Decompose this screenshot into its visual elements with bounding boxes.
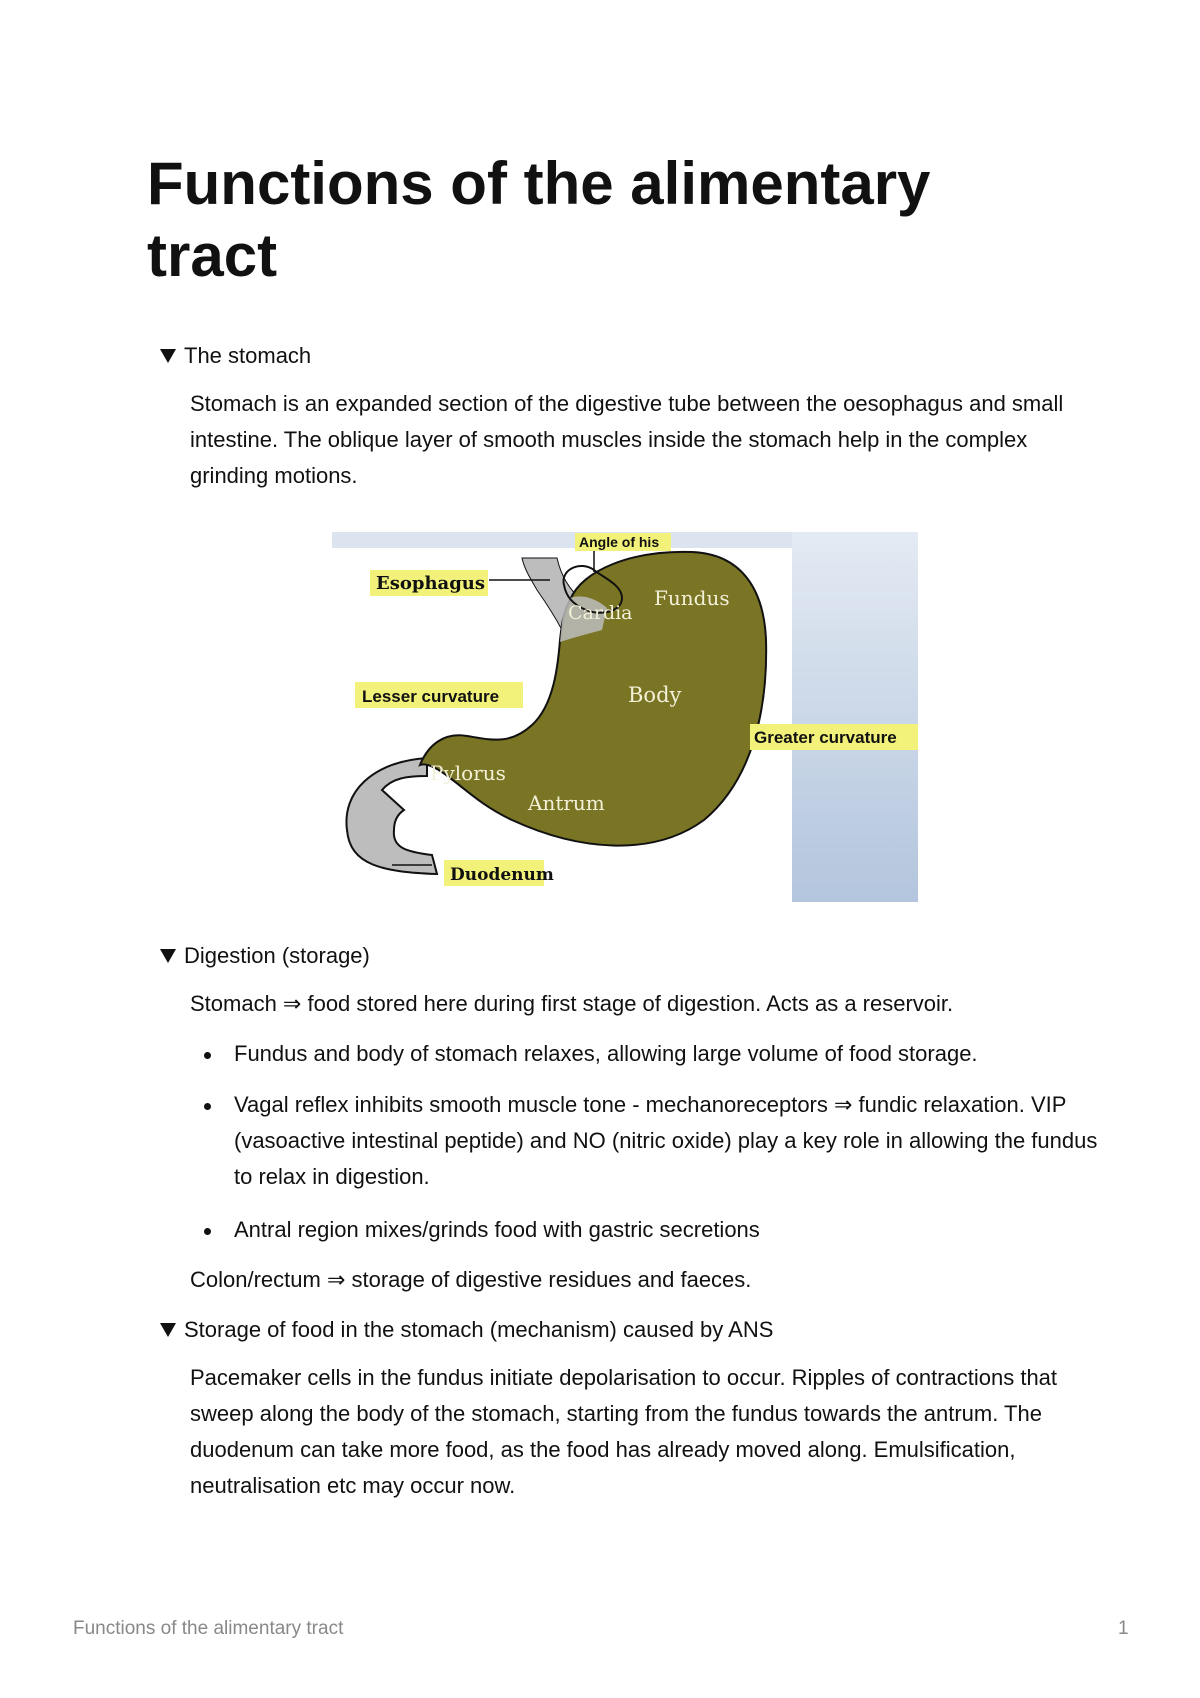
label-cardia: Cardia: [568, 602, 633, 624]
page-number: 1: [1118, 1618, 1129, 1639]
toggle-digestion-storage[interactable]: [160, 942, 370, 970]
toggle-triangle-icon[interactable]: [160, 949, 176, 963]
digestion-intro: Stomach ⇒ food stored here during first stage of digestion. Acts as a reservoir.: [190, 991, 954, 1016]
list-item-text: Antral region mixes/grinds food with gastric secretions: [234, 1217, 760, 1242]
label-body: Body: [628, 683, 682, 707]
toggle-triangle-icon[interactable]: [160, 1323, 176, 1337]
footer-title: Functions of the alimentary tract: [73, 1618, 344, 1639]
toggle-storage-mechanism[interactable]: [160, 1316, 773, 1344]
background-band: [332, 532, 792, 548]
label-esophagus: Esophagus: [376, 573, 486, 594]
label-angle-of-his: Angle of his: [579, 534, 660, 550]
toggle-heading: The stomach: [184, 343, 312, 368]
label-duodenum: Duodenum: [450, 865, 554, 885]
label-antrum: Antrum: [528, 791, 605, 815]
bullet-icon: [204, 1228, 211, 1235]
label-pylorus: Pylorus: [430, 761, 506, 785]
list-item-text: Fundus and body of stomach relaxes, allowing large volume of food storage.: [234, 1041, 978, 1066]
list-item-text: Vagal reflex inhibits smooth muscle tone - mechanoreceptors ⇒ fundic relaxation. VIP (vasoactive intestinal peptide) and NO (nitric oxide) play a key role in allowing the fundus to relax in digestion.: [234, 1092, 1098, 1189]
toggle-triangle-icon[interactable]: [160, 349, 176, 363]
list-item: [204, 1212, 1104, 1248]
stomach-paragraph: Stomach is an expanded section of the digestive tube between the oesophagus and small intestine. The oblique layer of smooth muscles inside the stomach help in the complex grinding motions.: [190, 391, 1064, 488]
stomach-diagram: [332, 530, 918, 902]
toggle-heading: Storage of food in the stomach (mechanism) caused by ANS: [184, 1317, 774, 1342]
list-item: [204, 1087, 1104, 1195]
label-greater-curvature: Greater curvature: [754, 728, 897, 747]
mechanism-paragraph: Pacemaker cells in the fundus initiate depolarisation to occur. Ripples of contractions that sweep along the body of the stomach, starting from the fundus towards the antrum. The duodenum can take more food, as the food has already moved along. Emulsification, neutralisation etc may occur now.: [190, 1365, 1058, 1498]
digestion-outro: Colon/rectum ⇒ storage of digestive residues and faeces.: [190, 1267, 752, 1292]
label-lesser-curvature: Lesser curvature: [362, 687, 500, 706]
page-title: Functions of the alimentary tract: [147, 150, 931, 289]
duodenum-shape: [346, 758, 437, 874]
label-fundus: Fundus: [654, 586, 730, 610]
background-panel: [792, 532, 918, 902]
bullet-icon: [204, 1052, 211, 1059]
bullet-icon: [204, 1103, 211, 1110]
list-item: [204, 1036, 1104, 1072]
toggle-the-stomach[interactable]: [160, 342, 311, 370]
toggle-heading: Digestion (storage): [184, 943, 370, 968]
